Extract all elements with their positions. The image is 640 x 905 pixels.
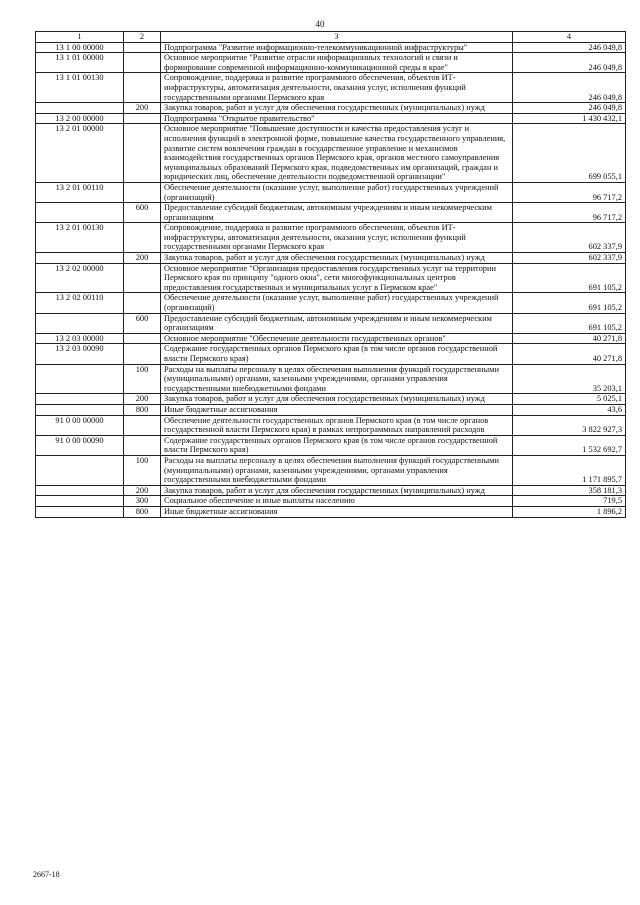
row-amount-cell: 358 181,3 (513, 485, 626, 496)
row-name-cell: Предоставление субсидий бюджетным, автономным учреждениям и иным некоммерческим организациям (161, 203, 513, 223)
table-row (36, 394, 626, 405)
column-header-amount: 4 (513, 32, 626, 43)
table-row (36, 253, 626, 264)
row-code-cell (36, 394, 124, 405)
row-kind-cell (124, 344, 161, 364)
table-row (36, 344, 626, 364)
row-name-cell: Обеспечение деятельности государственных органов Пермского края (в том числе органов государственной власти Пермского края) в рамках непрограммных направлений расходов (161, 415, 513, 435)
row-name-cell: Основное мероприятие "Обеспечение деятельности государственных органов" (161, 333, 513, 344)
row-name-cell: Обеспечение деятельности (оказание услуг, выполнение работ) государственных учреждений (организаций) (161, 293, 513, 313)
table-row (36, 485, 626, 496)
table-row (36, 263, 626, 293)
row-code-cell (36, 313, 124, 333)
row-amount-cell: 5 025,1 (513, 394, 626, 405)
row-code-cell: 13 2 01 00130 (36, 223, 124, 253)
table-row (36, 223, 626, 253)
row-amount-cell: 1 430 432,1 (513, 113, 626, 124)
row-amount-cell: 691 105,2 (513, 293, 626, 313)
row-amount-cell: 246 049,8 (513, 53, 626, 73)
row-code-cell (36, 103, 124, 114)
table-row (36, 313, 626, 333)
row-name-cell: Предоставление субсидий бюджетным, автономным учреждениям и иным некоммерческим организациям (161, 313, 513, 333)
row-amount-cell: 602 337,9 (513, 253, 626, 264)
row-code-cell: 91 0 00 00000 (36, 415, 124, 435)
table-row (36, 496, 626, 507)
row-amount-cell: 96 717,2 (513, 203, 626, 223)
row-kind-cell: 200 (124, 103, 161, 114)
row-name-cell: Содержание государственных органов Пермского края (в том числе органов государственной власти Пермского края) (161, 435, 513, 455)
row-kind-cell (124, 293, 161, 313)
row-kind-cell (124, 435, 161, 455)
column-header-name: 3 (161, 32, 513, 43)
row-kind-cell (124, 53, 161, 73)
table-row (36, 73, 626, 103)
row-kind-cell (124, 182, 161, 202)
row-kind-cell: 600 (124, 203, 161, 223)
row-code-cell (36, 203, 124, 223)
row-amount-cell: 40 271,8 (513, 344, 626, 364)
row-code-cell (36, 506, 124, 517)
row-kind-cell: 800 (124, 506, 161, 517)
row-kind-cell: 200 (124, 485, 161, 496)
table-row (36, 53, 626, 73)
row-code-cell (36, 496, 124, 507)
row-kind-cell (124, 263, 161, 293)
row-code-cell: 13 2 03 00000 (36, 333, 124, 344)
row-code-cell: 13 2 00 00000 (36, 113, 124, 124)
row-name-cell: Закупка товаров, работ и услуг для обеспечения государственных (муниципальных) нужд (161, 485, 513, 496)
row-amount-cell: 1 532 692,7 (513, 435, 626, 455)
row-name-cell: Подпрограмма "Развитие информационно-телекоммуникационной инфраструктуры" (161, 42, 513, 53)
row-amount-cell: 40 271,8 (513, 333, 626, 344)
row-code-cell: 91 0 00 00090 (36, 435, 124, 455)
row-kind-cell: 800 (124, 404, 161, 415)
row-code-cell: 13 1 01 00000 (36, 53, 124, 73)
row-amount-cell: 35 203,1 (513, 364, 626, 394)
row-name-cell: Обеспечение деятельности (оказание услуг, выполнение работ) государственных учреждений (организаций) (161, 182, 513, 202)
row-amount-cell: 246 049,8 (513, 42, 626, 53)
row-kind-cell (124, 415, 161, 435)
row-kind-cell (124, 73, 161, 103)
table-row (36, 103, 626, 114)
row-name-cell: Социальное обеспечение и иные выплаты населению (161, 496, 513, 507)
row-code-cell: 13 2 01 00000 (36, 124, 124, 183)
row-amount-cell: 1 171 895,7 (513, 455, 626, 485)
row-kind-cell: 100 (124, 455, 161, 485)
row-name-cell: Подпрограмма "Открытое правительство" (161, 113, 513, 124)
page-number: 40 (315, 19, 325, 29)
row-code-cell: 13 1 00 00000 (36, 42, 124, 53)
row-name-cell: Закупка товаров, работ и услуг для обеспечения государственных (муниципальных) нужд (161, 253, 513, 264)
row-name-cell: Основное мероприятие "Развитие отрасли информационных технологий и связи и формирование современной информационно-коммуникационной среды в крае" (161, 53, 513, 73)
row-name-cell: Закупка товаров, работ и услуг для обеспечения государственных (муниципальных) нужд (161, 394, 513, 405)
table-row (36, 404, 626, 415)
row-code-cell: 13 1 01 00130 (36, 73, 124, 103)
column-header-code: 1 (36, 32, 124, 43)
table-row (36, 42, 626, 53)
column-header-kind: 2 (124, 32, 161, 43)
row-name-cell: Сопровождение, поддержка и развитие программного обеспечения, объектов ИТ-инфраструктуры, автоматизация деятельности, оказания услуг, исполнения функций государственными органами Пермского края (161, 73, 513, 103)
row-code-cell: 13 2 02 00000 (36, 263, 124, 293)
row-code-cell (36, 404, 124, 415)
row-name-cell: Содержание государственных органов Пермского края (в том числе органов государственной власти Пермского края) (161, 344, 513, 364)
budget-table (35, 31, 626, 518)
row-amount-cell: 719,5 (513, 496, 626, 507)
row-name-cell: Расходы на выплаты персоналу в целях обеспечения выполнения функций государственными (муниципальными) органами, казенными учреждениями, органами управления государственными внебюджетными фондами (161, 364, 513, 394)
row-amount-cell: 1 896,2 (513, 506, 626, 517)
row-amount-cell: 246 049,8 (513, 103, 626, 114)
table-row (36, 182, 626, 202)
row-name-cell: Закупка товаров, работ и услуг для обеспечения государственных (муниципальных) нужд (161, 103, 513, 114)
table-row (36, 293, 626, 313)
row-kind-cell: 200 (124, 253, 161, 264)
table-header-row (36, 32, 626, 43)
row-kind-cell: 200 (124, 394, 161, 405)
table-row (36, 333, 626, 344)
row-name-cell: Основное мероприятие "Повышение доступности и качества предоставления услуг и исполнения функций в электронной форме, повышение качества государственного управления, развитие систем вовлечения граждан в государственное управление и механизмов взаимодействия государственных органов Пермского края, органов местного самоуправления муниципальных образований Пермского края, подведомственных им организаций, граждан и юридических лиц, обеспечение деятельности подведомственной организации" (161, 124, 513, 183)
row-code-cell: 13 2 01 00110 (36, 182, 124, 202)
row-kind-cell (124, 124, 161, 183)
row-kind-cell: 100 (124, 364, 161, 394)
row-code-cell (36, 253, 124, 264)
row-amount-cell: 96 717,2 (513, 182, 626, 202)
row-amount-cell: 691 105,2 (513, 263, 626, 293)
table-body (36, 42, 626, 517)
row-amount-cell: 691 105,2 (513, 313, 626, 333)
table-row (36, 455, 626, 485)
row-kind-cell: 300 (124, 496, 161, 507)
row-code-cell (36, 455, 124, 485)
row-amount-cell: 43,6 (513, 404, 626, 415)
row-amount-cell: 602 337,9 (513, 223, 626, 253)
table-row (36, 124, 626, 183)
table-row (36, 203, 626, 223)
row-kind-cell: 600 (124, 313, 161, 333)
row-code-cell (36, 364, 124, 394)
row-amount-cell: 699 055,1 (513, 124, 626, 183)
row-kind-cell (124, 113, 161, 124)
row-kind-cell (124, 42, 161, 53)
row-code-cell: 13 2 02 00110 (36, 293, 124, 313)
row-name-cell: Расходы на выплаты персоналу в целях обеспечения выполнения функций государственными (муниципальными) органами, казенными учреждениями, органами управления государственными внебюджетными фондами (161, 455, 513, 485)
table-row (36, 113, 626, 124)
row-name-cell: Иные бюджетные ассигнования (161, 404, 513, 415)
row-code-cell (36, 485, 124, 496)
document-code: 2667-18 (33, 870, 60, 879)
row-name-cell: Основное мероприятие "Организация предоставления государственных услуг на территории Пермского края по принципу "одного окна", сети многофункциональных центров предоставления государственных и муниципальных услуг в Пермском крае" (161, 263, 513, 293)
table-row (36, 435, 626, 455)
row-kind-cell (124, 333, 161, 344)
row-kind-cell (124, 223, 161, 253)
table-row (36, 364, 626, 394)
row-amount-cell: 246 049,8 (513, 73, 626, 103)
row-amount-cell: 3 822 927,3 (513, 415, 626, 435)
row-name-cell: Иные бюджетные ассигнования (161, 506, 513, 517)
row-code-cell: 13 2 03 00090 (36, 344, 124, 364)
table-row (36, 506, 626, 517)
table-row (36, 415, 626, 435)
row-name-cell: Сопровождение, поддержка и развитие программного обеспечения, объектов ИТ-инфраструктуры, автоматизация деятельности, оказания услуг, исполнения функций государственными органами Пермского края (161, 223, 513, 253)
